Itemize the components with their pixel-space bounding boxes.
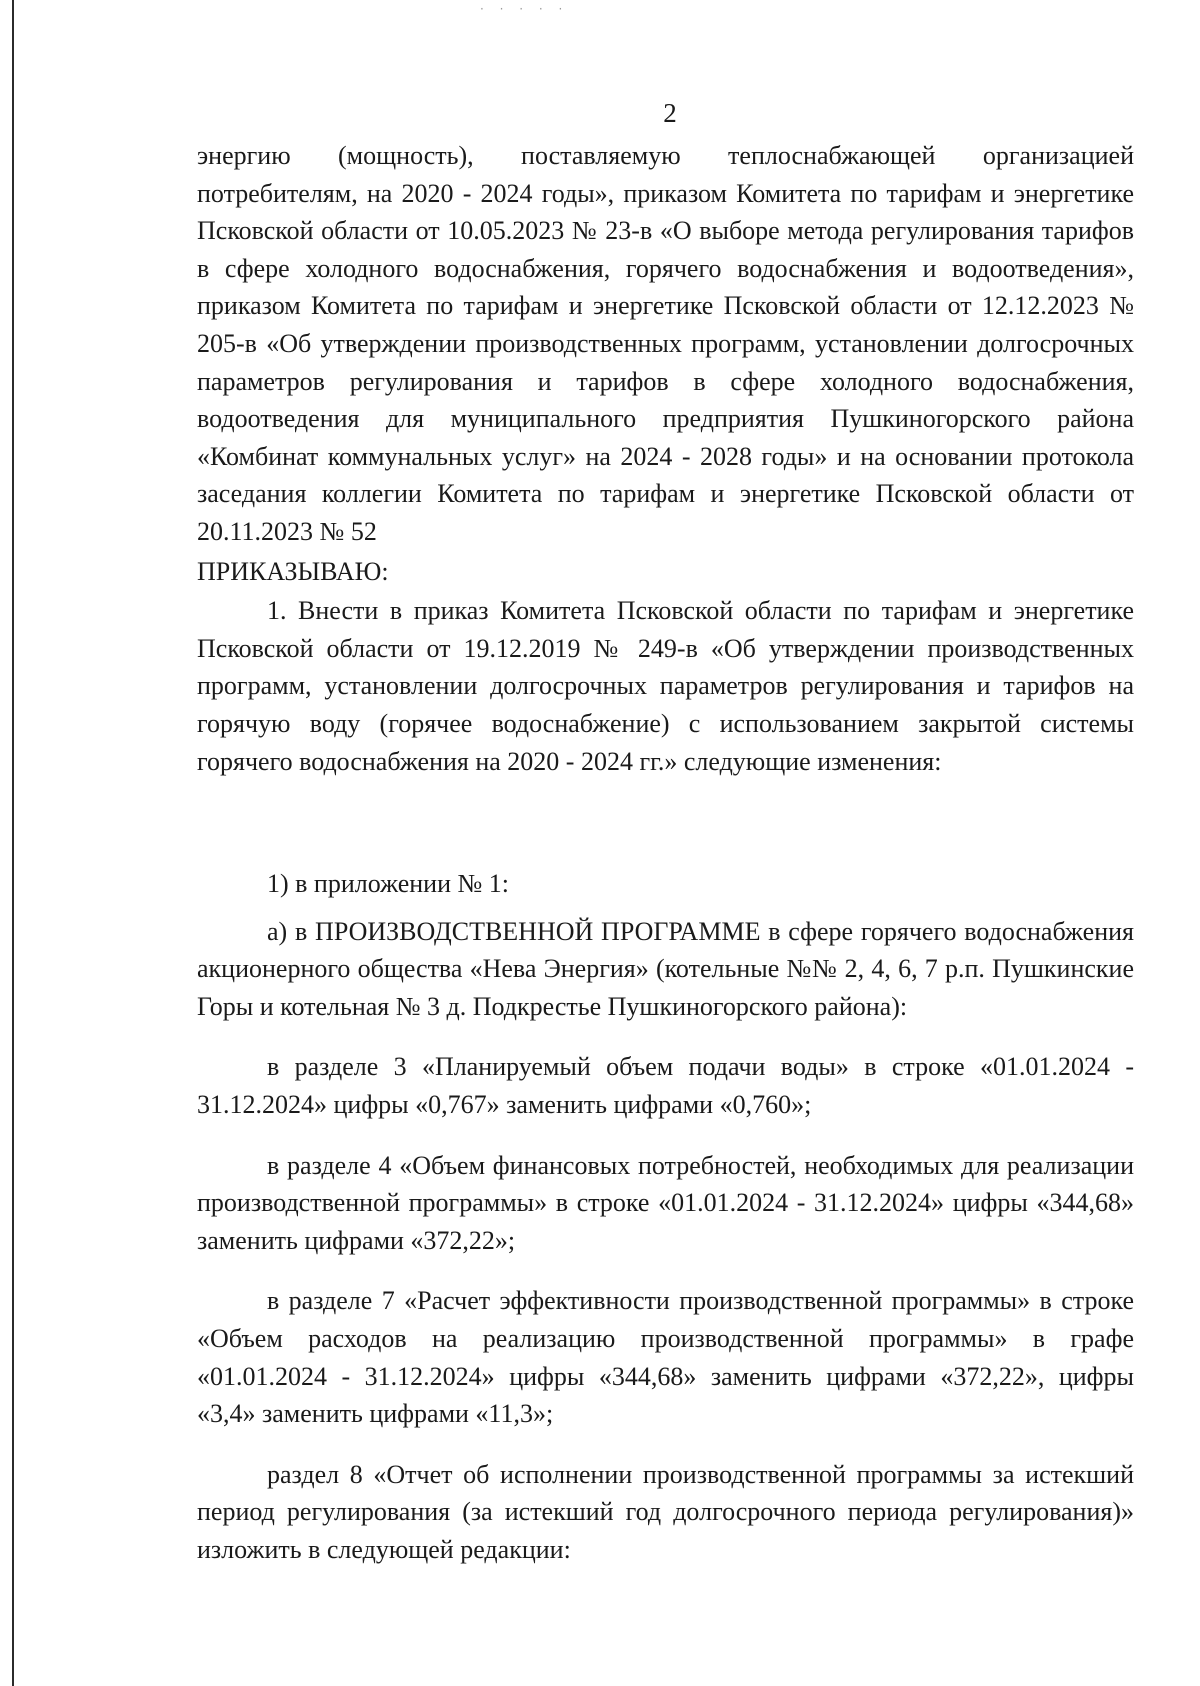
- section-7-paragraph: в разделе 7 «Расчет эффективности производственной программы» в строке «Объем расходов на реализацию производственной программы» в графе «01.01.2024 - 31.12.2024» цифры «344,68» заменить цифрами «372,22», цифры «3,4» заменить цифрами «11,3»;: [197, 1286, 1134, 1429]
- sub-item-1: 1) в приложении № 1:: [267, 869, 510, 898]
- document-body-top: [197, 137, 1134, 780]
- document-body-bottom: [197, 865, 1134, 1569]
- scan-specks: · · · · ·: [480, 2, 569, 16]
- section-8-paragraph: раздел 8 «Отчет об исполнении производственной программы за истекший период регулирования (за истекший год долгосрочного периода регулирования)» изложить в следующей редакции:: [197, 1459, 1134, 1564]
- item-1-paragraph: 1. Внести в приказ Комитета Псковской области по тарифам и энергетике Псковской области от 19.12.2019 № 249-в «Об утверждении производственных программ, установлении долгосрочных параметров регулирования и тарифов на горячую воду (горячее водоснабжение) с использованием закрытой системы горячего водоснабжения на 2020 - 2024 гг.» следующие изменения:: [197, 596, 1134, 776]
- scan-edge-line: [12, 0, 14, 1686]
- preamble-paragraph: энергию (мощность), поставляемую теплоснабжающей организацией потребителям, на 2020 - 2024 годы», приказом Комитета по тарифам и энергетике Псковской области от 10.05.2023 № 23-в «О выборе метода регулирования тарифов в сфере холодного водоснабжения, горячего водоснабжения и водоотведения», приказом Комитета по тарифам и энергетике Псковской области от 12.12.2023 № 205-в «Об утверждении производственных программ, установлении долгосрочных параметров регулирования и тарифов в сфере холодного водоснабжения, водоотведения для муниципального предприятия Пушкиногорского района «Комбинат коммунальных услуг» на 2024 - 2028 годы» и на основании протокола заседания коллегии Комитета по тарифам и энергетике Псковской области от 20.11.2023 № 52: [197, 141, 1134, 546]
- section-4-paragraph: в разделе 4 «Объем финансовых потребностей, необходимых для реализации производственной программы» в строке «01.01.2024 - 31.12.2024» цифры «344,68» заменить цифрами «372,22»;: [197, 1150, 1134, 1255]
- section-3-paragraph: в разделе 3 «Планируемый объем подачи воды» в строке «01.01.2024 - 31.12.2024» цифры «0,767» заменить цифрами «0,760»;: [197, 1052, 1134, 1119]
- order-word: ПРИКАЗЫВАЮ:: [197, 556, 389, 586]
- page-number: 2: [663, 98, 677, 128]
- sub-item-a: а) в ПРОИЗВОДСТВЕННОЙ ПРОГРАММЕ в сфере горячего водоснабжения акционерного общества «Нева Энергия» (котельные №№ 2, 4, 6, 7 р.п. Пушкинские Горы и котельная № 3 д. Подкрестье Пушкиногорского района):: [197, 916, 1134, 1021]
